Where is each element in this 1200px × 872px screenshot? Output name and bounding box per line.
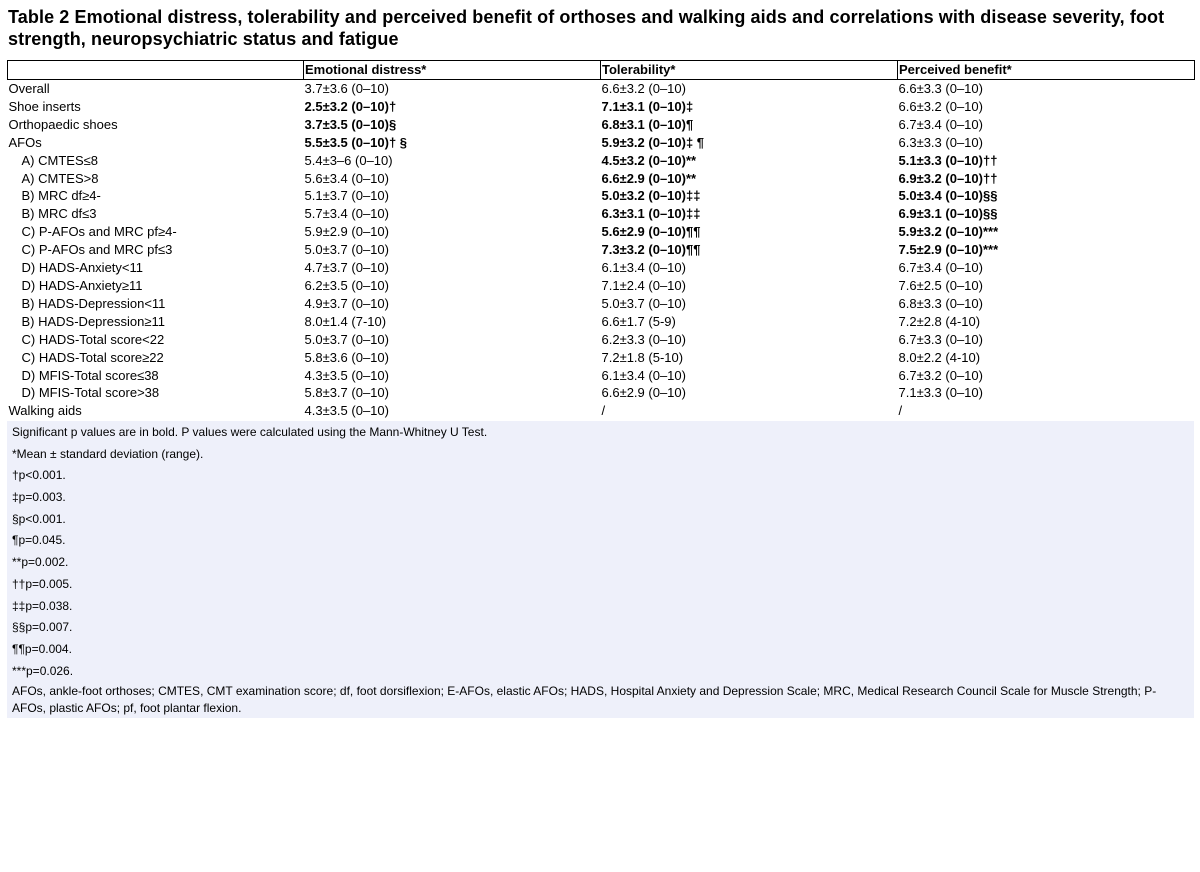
table-row xyxy=(8,116,1195,134)
tolerability-cell: 7.3±3.2 (0–10)¶¶ xyxy=(601,242,701,258)
table-row xyxy=(8,313,1195,331)
perceived-benefit-cell: 6.9±3.2 (0–10)†† xyxy=(898,170,998,186)
perceived-benefit-cell: 6.7±3.4 (0–10) xyxy=(898,260,983,276)
emotional-distress-cell: 5.6±3.4 (0–10) xyxy=(304,170,389,186)
tolerability-cell: 6.2±3.3 (0–10) xyxy=(601,331,686,347)
footnote: §§p=0.007. xyxy=(12,620,73,635)
tolerability-cell: 5.0±3.7 (0–10) xyxy=(601,295,686,311)
tolerability-cell: 6.1±3.4 (0–10) xyxy=(601,260,686,276)
header-cell-perceived-benefit: Perceived benefit* xyxy=(898,61,1195,80)
row-label: C) P-AFOs and MRC pf≤3 xyxy=(21,242,173,258)
tolerability-cell: 5.0±3.2 (0–10)‡‡ xyxy=(601,188,701,204)
footnote: ‡p=0.003. xyxy=(12,490,66,505)
footnote: *Mean ± standard deviation (range). xyxy=(12,446,204,461)
footnote: ***p=0.026. xyxy=(12,663,74,678)
table-row xyxy=(8,241,1195,259)
footnote: ¶p=0.045. xyxy=(12,533,66,548)
emotional-distress-cell: 8.0±1.4 (7-10) xyxy=(304,313,387,329)
emotional-distress-cell: 5.8±3.7 (0–10) xyxy=(304,385,389,401)
row-label: B) MRC df≥4- xyxy=(21,188,101,204)
header-cell-tolerability: Tolerability* xyxy=(601,61,898,80)
tolerability-cell: 6.8±3.1 (0–10)¶ xyxy=(601,116,694,132)
emotional-distress-cell: 5.4±3–6 (0–10) xyxy=(304,152,393,168)
perceived-benefit-cell: 7.2±2.8 (4-10) xyxy=(898,313,981,329)
table-row xyxy=(8,170,1195,188)
table-row xyxy=(8,295,1195,313)
emotional-distress-cell: 5.1±3.7 (0–10) xyxy=(304,188,389,204)
table-row xyxy=(8,80,1195,98)
row-label: Shoe inserts xyxy=(8,98,81,114)
perceived-benefit-cell: 7.1±3.3 (0–10) xyxy=(898,385,983,401)
table-title: Table 2 Emotional distress, tolerability and perceived benefit of orthoses and walking aids and correlations with disease severity, foot strength, neuropsychiatric status and fatigue xyxy=(8,7,1165,49)
tolerability-cell: 7.1±2.4 (0–10) xyxy=(601,277,686,293)
tolerability-cell: 7.1±3.1 (0–10)‡ xyxy=(601,98,694,114)
table-row xyxy=(8,384,1195,402)
table-row xyxy=(8,134,1195,152)
table-row xyxy=(8,259,1195,277)
row-label: A) CMTES≤8 xyxy=(21,152,98,168)
footnote: **p=0.002. xyxy=(12,555,69,570)
table-row xyxy=(8,349,1195,367)
footnote: §p<0.001. xyxy=(12,511,66,526)
results-table xyxy=(7,60,1195,420)
table-row xyxy=(8,98,1195,116)
table-row xyxy=(8,187,1195,205)
emotional-distress-cell: 5.7±3.4 (0–10) xyxy=(304,206,389,222)
perceived-benefit-cell: 6.8±3.3 (0–10) xyxy=(898,295,983,311)
perceived-benefit-cell: 6.6±3.3 (0–10) xyxy=(898,81,983,96)
row-label: C) HADS-Total score<22 xyxy=(21,331,165,347)
row-label: B) MRC df≤3 xyxy=(21,206,97,222)
emotional-distress-cell: 4.9±3.7 (0–10) xyxy=(304,295,389,311)
emotional-distress-cell: 4.3±3.5 (0–10) xyxy=(304,367,389,383)
table-row xyxy=(8,331,1195,349)
footnote: ‡‡p=0.038. xyxy=(12,598,73,613)
tolerability-cell: 6.3±3.1 (0–10)‡‡ xyxy=(601,206,701,222)
emotional-distress-cell: 3.7±3.6 (0–10) xyxy=(304,81,389,96)
tolerability-cell: 6.6±3.2 (0–10) xyxy=(601,81,686,96)
row-label: D) HADS-Anxiety<11 xyxy=(21,260,143,276)
header-row xyxy=(8,61,1195,80)
perceived-benefit-cell: 5.9±3.2 (0–10)*** xyxy=(898,224,999,240)
tolerability-cell: 5.6±2.9 (0–10)¶¶ xyxy=(601,224,701,240)
row-label: Orthopaedic shoes xyxy=(8,116,118,132)
table-row xyxy=(8,205,1195,223)
emotional-distress-cell: 5.0±3.7 (0–10) xyxy=(304,331,389,347)
tolerability-cell: 6.6±1.7 (5-9) xyxy=(601,313,676,329)
perceived-benefit-cell: 8.0±2.2 (4-10) xyxy=(898,349,981,365)
perceived-benefit-cell: 6.7±3.4 (0–10) xyxy=(898,116,983,132)
tolerability-cell: 5.9±3.2 (0–10)‡ ¶ xyxy=(601,134,705,150)
emotional-distress-cell: 2.5±3.2 (0–10)† xyxy=(304,98,397,114)
tolerability-cell: 6.1±3.4 (0–10) xyxy=(601,367,686,383)
emotional-distress-cell: 5.0±3.7 (0–10) xyxy=(304,242,389,258)
perceived-benefit-cell: 7.5±2.9 (0–10)*** xyxy=(898,242,999,258)
table-row xyxy=(8,402,1195,420)
row-label: B) HADS-Depression<11 xyxy=(21,295,166,311)
footnote: ††p=0.005. xyxy=(12,576,73,591)
emotional-distress-cell: 3.7±3.5 (0–10)§ xyxy=(304,116,397,132)
row-label: AFOs xyxy=(8,134,42,150)
header-cell-emotional-distress: Emotional distress* xyxy=(304,61,601,80)
tolerability-cell: 6.6±2.9 (0–10) xyxy=(601,385,686,401)
row-label: D) HADS-Anxiety≥11 xyxy=(21,277,143,293)
perceived-benefit-cell: 6.6±3.2 (0–10) xyxy=(898,98,983,114)
emotional-distress-cell: 6.2±3.5 (0–10) xyxy=(304,277,389,293)
table-row xyxy=(8,223,1195,241)
table-row xyxy=(8,277,1195,295)
perceived-benefit-cell: 6.7±3.3 (0–10) xyxy=(898,331,983,347)
emotional-distress-cell: 4.3±3.5 (0–10) xyxy=(304,403,389,419)
perceived-benefit-cell: 6.9±3.1 (0–10)§§ xyxy=(898,206,998,222)
emotional-distress-cell: 4.7±3.7 (0–10) xyxy=(304,260,389,276)
perceived-benefit-cell: 5.0±3.4 (0–10)§§ xyxy=(898,188,998,204)
row-label: Overall xyxy=(8,81,50,96)
table-row xyxy=(8,367,1195,385)
row-label: B) HADS-Depression≥11 xyxy=(21,313,165,329)
perceived-benefit-cell: 5.1±3.3 (0–10)†† xyxy=(898,152,998,168)
row-label: D) MFIS-Total score>38 xyxy=(21,385,160,401)
footnote: Significant p values are in bold. P values were calculated using the Mann-Whitney U Test. xyxy=(12,425,488,439)
abbreviations-note: AFOs, ankle-foot orthoses; CMTES, CMT examination score; df, foot dorsiflexion; E-AFOs, elastic AFOs; HADS, Hospital Anxiety and Depression Scale; MRC, Medical Research Council Scale for Muscle Strength; P-AFOs, plastic AFOs; pf, foot plantar flexion. xyxy=(12,684,1157,716)
perceived-benefit-cell: / xyxy=(898,403,903,419)
tolerability-cell: 6.6±2.9 (0–10)** xyxy=(601,170,697,186)
tolerability-cell: / xyxy=(601,403,606,419)
row-label: D) MFIS-Total score≤38 xyxy=(21,367,159,383)
perceived-benefit-cell: 6.7±3.2 (0–10) xyxy=(898,367,983,383)
table-row xyxy=(8,152,1195,170)
emotional-distress-cell: 5.9±2.9 (0–10) xyxy=(304,224,389,240)
row-label: Walking aids xyxy=(8,403,82,419)
footnote: ¶¶p=0.004. xyxy=(12,641,72,656)
tolerability-cell: 4.5±3.2 (0–10)** xyxy=(601,152,697,168)
row-label: C) P-AFOs and MRC pf≥4- xyxy=(21,224,177,240)
emotional-distress-cell: 5.5±3.5 (0–10)† § xyxy=(304,134,408,150)
perceived-benefit-cell: 7.6±2.5 (0–10) xyxy=(898,277,983,293)
row-label: A) CMTES>8 xyxy=(21,170,99,186)
emotional-distress-cell: 5.8±3.6 (0–10) xyxy=(304,349,389,365)
perceived-benefit-cell: 6.3±3.3 (0–10) xyxy=(898,134,983,150)
footnote: †p<0.001. xyxy=(12,468,66,483)
row-label: C) HADS-Total score≥22 xyxy=(21,349,164,365)
tolerability-cell: 7.2±1.8 (5-10) xyxy=(601,349,684,365)
table-footnotes xyxy=(7,421,1194,718)
header-cell-label xyxy=(8,61,304,80)
